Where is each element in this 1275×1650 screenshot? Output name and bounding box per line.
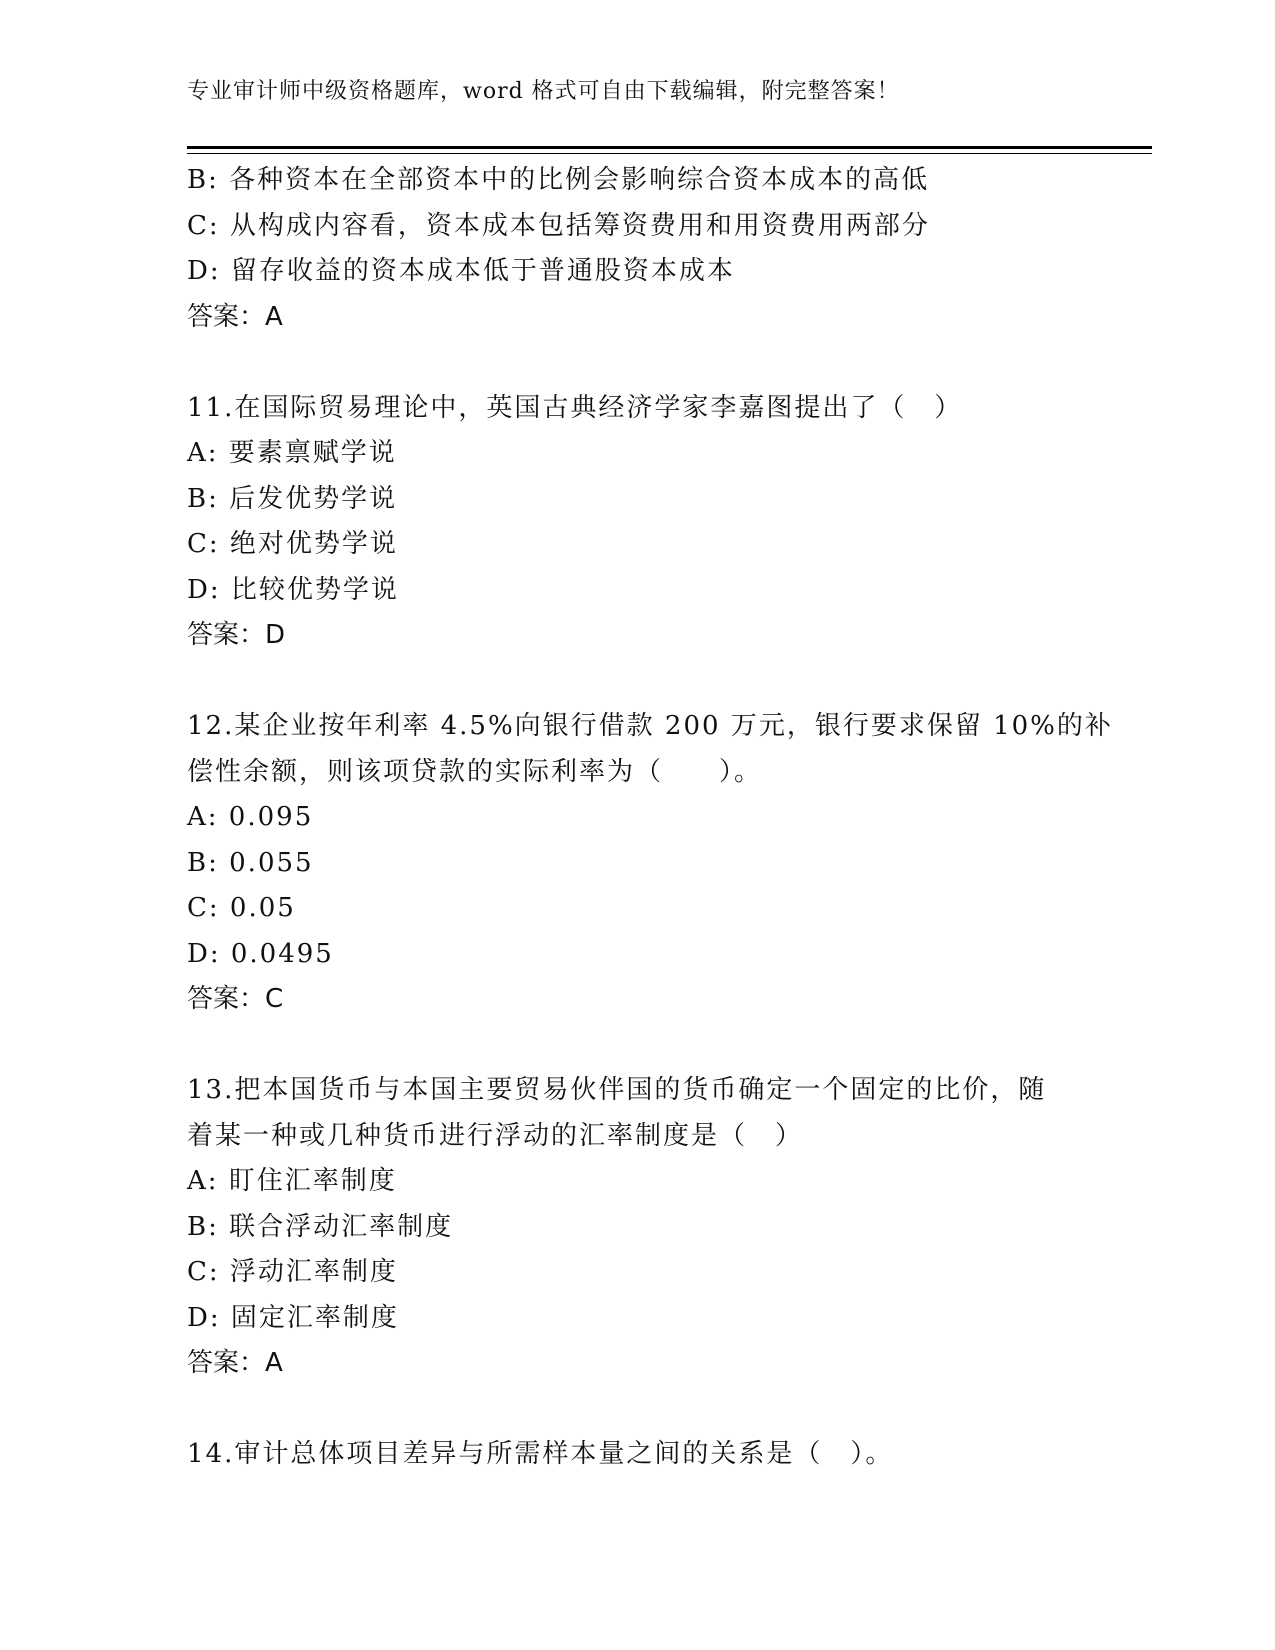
option-c: C: 浮动汇率制度 [187, 1257, 398, 1287]
question-stem: 12.某企业按年利率 4.5%向银行借款 200 万元，银行要求保留 10%的补 [187, 711, 1113, 741]
question-stem-continued: 偿性余额，则该项贷款的实际利率为（ ）。 [187, 756, 763, 787]
question-stem: 14.审计总体项目差异与所需样本量之间的关系是（ ）。 [187, 1439, 894, 1469]
option-d: D: 固定汇率制度 [187, 1302, 399, 1333]
option-c: C: 绝对优势学说 [187, 529, 398, 559]
option-a: A: 盯住汇率制度 [187, 1166, 397, 1196]
option-d: D: 比较优势学说 [187, 574, 399, 605]
page-header: 专业审计师中级资格题库，word 格式可自由下载编辑，附完整答案！ [187, 79, 900, 104]
question-stem-continued: 着某一种或几种货币进行浮动的汇率制度是（ ） [187, 1120, 804, 1151]
question-13 [187, 1068, 1087, 1387]
option-c: C: 从构成内容看，资本成本包括筹资费用和用资费用两部分 [187, 210, 930, 241]
option-b: B: 各种资本在全部资本中的比例会影响综合资本成本的高低 [187, 165, 930, 195]
question-content [187, 158, 1113, 1478]
spacer [187, 659, 1087, 705]
option-c: C: 0.05 [187, 893, 296, 923]
option-b: B: 0.055 [187, 847, 314, 878]
option-b: B: 联合浮动汇率制度 [187, 1211, 454, 1242]
header-rule-thick [187, 146, 1152, 149]
option-d: D: 留存收益的资本成本低于普通股资本成本 [187, 256, 735, 286]
option-d: D: 0.0495 [187, 938, 334, 969]
spacer [187, 340, 1087, 386]
option-a: A: 0.095 [187, 802, 314, 832]
spacer [187, 1023, 1087, 1069]
spacer [187, 1387, 1087, 1433]
answer: 答案：A [187, 301, 283, 332]
option-a: A: 要素禀赋学说 [187, 438, 397, 468]
question-14 [187, 1432, 1087, 1478]
question-11 [187, 386, 1087, 659]
answer: 答案：D [187, 620, 286, 650]
question-12 [187, 704, 1113, 1023]
answer: 答案：A [187, 1348, 283, 1378]
question-stem: 11.在国际贸易理论中，英国古典经济学家李嘉图提出了（ ） [187, 392, 963, 423]
header-rule-thin [187, 153, 1152, 154]
question-10-tail [187, 158, 1087, 340]
answer: 答案：C [187, 984, 284, 1014]
question-stem: 13.把本国货币与本国主要贸易伙伴国的货币确定一个固定的比价，随 [187, 1075, 1047, 1105]
option-b: B: 后发优势学说 [187, 483, 398, 514]
